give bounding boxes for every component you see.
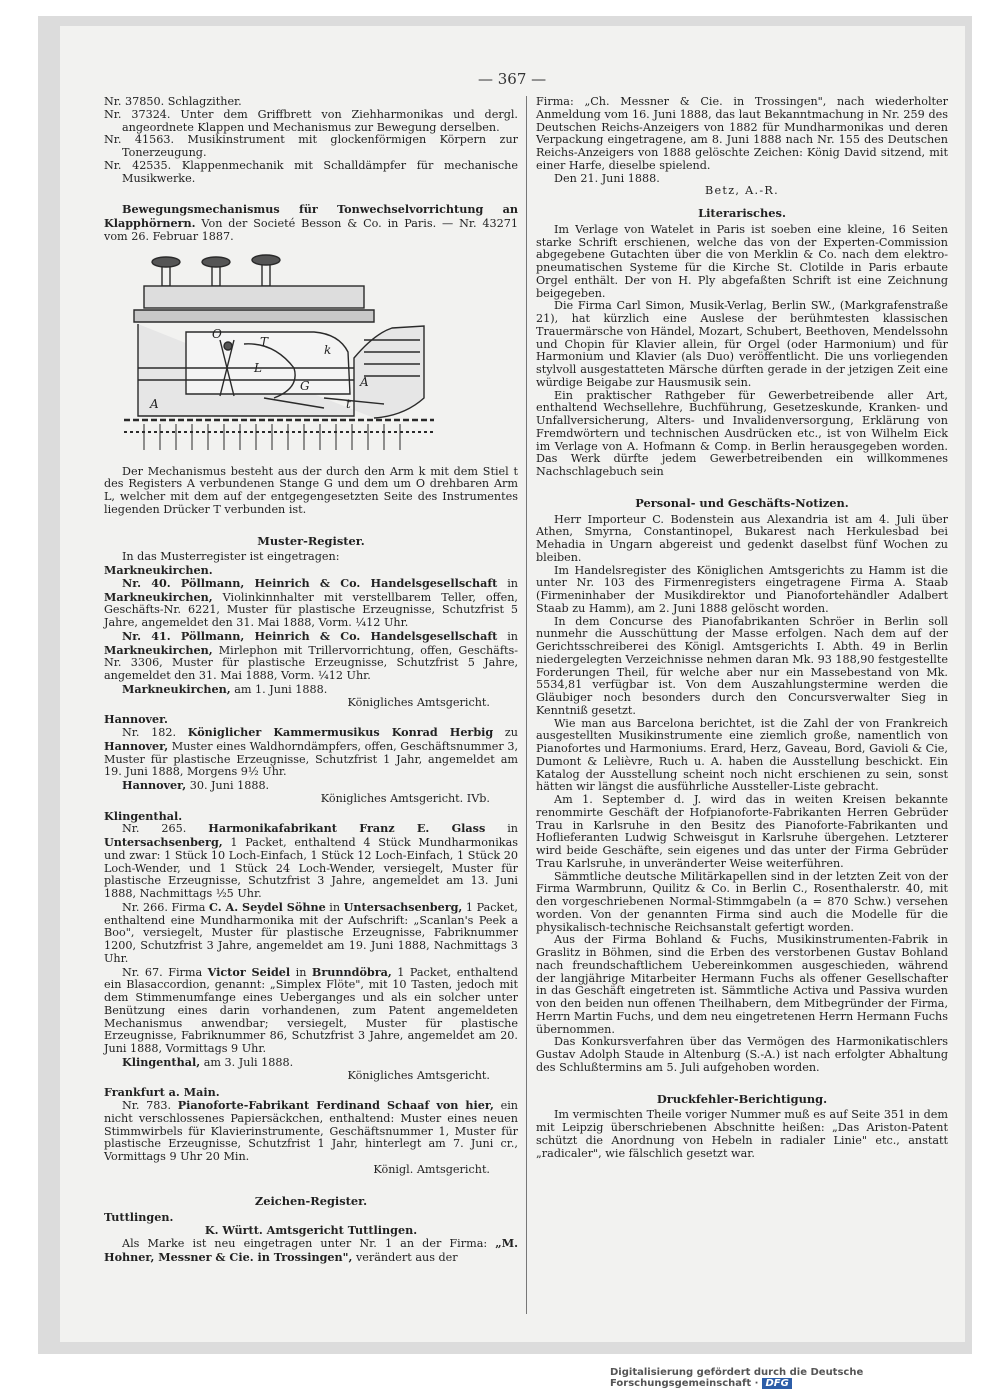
place-heading: Markneukirchen. bbox=[104, 563, 213, 577]
entry-text: 1 Packet, enthaltend ein Blasaccordion, genannt: „Simplex Flöte", mit 10 Tasten, jedoch mit dem Stimmenumfange eines Ueberganges und als ein solcher unter Benützung eines darin vorhandenen, zum Patent angemeldeten Mechanismus anwendbar; versiegelt, Muster für plastische Erzeugnisse, Fabriknummer 86, Schutzfrist 3 Jahre, angemeldet am 20. Juni 1888, Vormittags 9 Uhr. bbox=[104, 965, 518, 1055]
entry-firm: Harmonikafabrikant Franz E. Glass bbox=[208, 821, 486, 836]
entry-place: Brunndöbra, bbox=[311, 964, 392, 979]
label-t: T bbox=[260, 334, 269, 349]
entry-number: Nr. 182. bbox=[122, 726, 188, 739]
trademark-date: Den 21. Juni 1888. bbox=[554, 171, 660, 185]
druckfehler-heading: Druckfehler-Berichtigung. bbox=[656, 1091, 828, 1106]
register-entry bbox=[104, 726, 518, 779]
register-entry bbox=[104, 630, 518, 683]
court-signature: Königl. Amtsgericht. bbox=[373, 1162, 490, 1176]
entry-place: Untersachsenberg, bbox=[343, 899, 463, 914]
entry-firm: Pianoforte-Fabrikant Ferdinand Schaaf von hier, bbox=[177, 1098, 494, 1112]
entry-number: Nr. 67. Firma bbox=[122, 965, 208, 979]
mechanism-figure bbox=[124, 248, 518, 462]
date-place: Klingenthal, bbox=[122, 1054, 201, 1069]
entry-firm: Nr. 40. Pöllmann, Heinrich & Co. Handelsgesellschaft bbox=[122, 575, 498, 590]
article-paragraph: Herr Importeur C. Bodenstein aus Alexandria ist am 4. Juli über Athen, Smyrna, Constantinopel, Bukarest nach Herkulesbad bei Mehadia in Ungarn abgereist und gedenkt daselbst fünf Wochen zu bleiben. bbox=[536, 512, 948, 564]
patent-item: Nr. 37324. Unter dem Griffbrett von Ziehharmonikas und dergl. angeordnete Klappen und Mechanismus zur Bewegung derselben. bbox=[104, 107, 518, 134]
place-heading: Tuttlingen. bbox=[104, 1210, 174, 1225]
register-entry bbox=[104, 577, 518, 630]
register-date bbox=[104, 779, 518, 793]
label-a: A bbox=[360, 374, 369, 389]
entry-text: in bbox=[485, 822, 518, 836]
patent-item: Nr. 42535. Klappenmechanik mit Schalldämpfer für mechanische Musikwerke. bbox=[104, 158, 518, 185]
register-entry bbox=[104, 966, 518, 1056]
entry-firm: „M. Hohner, Messner & Cie. in Trossingen", bbox=[104, 1235, 518, 1264]
article-paragraph: Im Handelsregister des Königlichen Amtsgerichts zu Hamm ist die unter Nr. 103 des Firmenregisters eingetragene Firma A. Staab (Firmeninhaber der Musikdirektor und Pianofortehändler Adalbert Staab zu Hamm), am 2. Juni 1888 gelöscht worden. bbox=[536, 563, 948, 615]
register-entry bbox=[104, 1099, 518, 1164]
register-entry bbox=[104, 901, 518, 966]
mechanism-source: Von der Societé Besson & Co. in Paris. — Nr. 43271 vom 26. Februar 1887. bbox=[104, 217, 518, 243]
article-paragraph: Im Verlage von Watelet in Paris ist soeben eine kleine, 16 Seiten starke Schrift erschienen, welche das von der Experten-Commission abgegebene Gutachten über die von Merklin & Co. nach dem elektro-pneumatischen Systeme für die Kirche St. Clotilde in Paris erbaute Orgel enthält. Der von H. Ply abgefaßten Schrift ist eine Zeichnung beigegeben. bbox=[536, 222, 948, 300]
entry-place: Hannover, bbox=[104, 738, 169, 753]
entry-text: in bbox=[497, 576, 518, 590]
entry-text: in bbox=[325, 900, 344, 914]
entry-place: Markneukirchen, bbox=[104, 589, 213, 604]
entry-text: 1 Packet, enthaltend eine Mundharmonika mit der Aufschrift: „Scanlan's Peek a Boo", versiegelt, Muster für plastische Erzeugnisse, Fabriknummer 1200, Schutzfrist 3 Jahre, angemeldet am 19. Juni 1888, Nachmittags 3 Uhr. bbox=[104, 900, 518, 965]
entry-text: Mirlephon mit Trillervorrichtung, offen, Geschäfts-Nr. 3306, Muster für plastische Erzeugnisse, Schutzfrist 5 Jahre, angemeldet den 31. Mai 1888, Vorm. ¼12 Uhr. bbox=[104, 643, 518, 682]
patent-item: Nr. 41563. Musikinstrument mit glockenförmigen Körpern zur Tonerzeugung. bbox=[104, 133, 518, 159]
valve-cap bbox=[152, 257, 180, 267]
entry-text: in bbox=[497, 629, 518, 643]
zeichen-register-heading: Zeichen-Register. bbox=[254, 1193, 368, 1208]
page-number: — 367 — bbox=[478, 70, 547, 88]
label-t-small: t bbox=[346, 396, 351, 411]
court-signature: Königliches Amtsgericht. bbox=[347, 695, 490, 709]
entry-place: Markneukirchen, bbox=[104, 642, 213, 657]
date-place: Markneukirchen, bbox=[122, 681, 231, 696]
mechanism-entry bbox=[104, 203, 518, 243]
trademark-entry bbox=[104, 1237, 518, 1265]
place-heading: Klingenthal. bbox=[104, 808, 183, 823]
entry-place: Untersachsenberg, bbox=[104, 835, 223, 849]
muster-intro: In das Musterregister ist eingetragen: bbox=[122, 550, 340, 564]
entry-text: in bbox=[290, 965, 312, 979]
court-signature: Königliches Amtsgericht. IVb. bbox=[320, 791, 490, 805]
entry-number: Nr. 265. bbox=[122, 822, 209, 836]
entry-firm: Nr. 41. Pöllmann, Heinrich & Co. Handelsgesellschaft bbox=[122, 628, 498, 643]
trademark-signature: Betz, A.-R. bbox=[704, 184, 780, 198]
label-a-left: A bbox=[150, 396, 159, 411]
date-text: am 1. Juni 1888. bbox=[230, 682, 328, 696]
label-l: L bbox=[254, 360, 262, 375]
column-divider bbox=[526, 96, 527, 1314]
literarisches-heading: Literarisches. bbox=[698, 206, 786, 220]
label-k: k bbox=[324, 342, 332, 357]
article-paragraph: Wie man aus Barcelona berichtet, ist die Zahl der von Frankreich ausgestellten Musikinstrumente eine ziemlich große, namentlich von Pianofortes und Harmoniums. Erard, Herz, Gaveau, Bord, Gavioli & Cie, Dumont & Lelièvre, Ruch u. A. haben die Ausstellung beschickt. Ein Katalog der Ausstellung scheint noch nicht erschienen zu sein, sonst hätten wir längst die ausführliche Aussteller-Liste gebracht. bbox=[536, 716, 948, 794]
credit-text: Digitalisierung gefördert durch die Deutsche Forschungsgemeinschaft · bbox=[610, 1367, 864, 1389]
mechanism-illustration bbox=[124, 248, 454, 462]
trademark-continuation: Firma: „Ch. Messner & Cie. in Trossingen", nach wiederholter Anmeldung vom 16. Juni 1888, das laut Bekanntmachung in Nr. 259 des Deutschen Reichs-Anzeigers von 1882 für Mundharmonikas und deren Verpackung eingetragene, am 8. Juni 1888 nach Nr. 155 des Deutschen Reichs-Anzeigers von 1888 gelöschte Zeichen: König David sitzend, mit einer Harfe, dieselbe spielend. bbox=[536, 95, 948, 172]
article-paragraph: Im vermischten Theile voriger Nummer muß es auf Seite 351 in dem mit Leipzig überschriebenen Abschnitte heißen: „Das Ariston-Patent schützt die Anordnung von Hebeln in radialer Linie" etc., anstatt „radicaler", wie fälschlich gesetzt war. bbox=[536, 1108, 948, 1160]
article-paragraph: Die Firma Carl Simon, Musik-Verlag, Berlin SW., (Markgrafenstraße 21), hat kürzlich eine Auslese der berühmtesten klassischen Trauermärsche von Händel, Mozart, Schubert, Beethoven, Mendelssohn und Chopin für Klavier allein, für Orgel (oder Harmonium) und für Harmonium und Klavier (als Duo) veröffentlicht. Die uns vorliegenden stylvoll ausgestatteten Märsche dürften gerade in der jetzigen Zeit eine würdige Beigabe zur Hausmusik sein. bbox=[536, 299, 948, 389]
entry-text: Muster eines Waldhorndämpfers, offen, Geschäftsnummer 3, Muster für plastische Erzeugnisse, Schutzfrist 1 Jahr, angemeldet am 19. Juni 1888, Morgens 9½ Uhr. bbox=[104, 739, 518, 779]
article-paragraph: Sämmtliche deutsche Militärkapellen sind in der letzten Zeit von der Firma Warmbrunn, Quilitz & Co. in Berlin C., Rosenthalerstr. 40, mit den vorgeschriebenen Normal-Stimmgabeln (a = 870 Schw.) versehen worden. Von der genannten Firma sind auch die Modelle für die physikalisch-technische Reichsanstalt gefertigt worden. bbox=[536, 869, 948, 934]
entry-text: Als Marke ist neu eingetragen unter Nr. 1 an der Firma: bbox=[122, 1236, 496, 1250]
muster-register-heading: Muster-Register. bbox=[257, 533, 365, 548]
entry-text: zu bbox=[493, 726, 519, 739]
date-text: 30. Juni 1888. bbox=[186, 779, 270, 792]
entry-number: Nr. 783. bbox=[122, 1099, 178, 1112]
entry-text: Violinkinnhalter mit verstellbarem Teller, offen, Geschäfts-Nr. 6221, Muster für plastische Erzeugnisse, Schutzfrist 5 Jahre, angemeldet den 31. Mai 1888, Vorm. ¼12 Uhr. bbox=[104, 590, 518, 629]
label-o: O bbox=[212, 326, 222, 341]
court-signature: Königliches Amtsgericht. bbox=[347, 1068, 490, 1082]
entry-firm: C. A. Seydel Söhne bbox=[209, 899, 326, 914]
left-column bbox=[104, 96, 518, 1264]
register-entry bbox=[104, 822, 518, 901]
place-heading: Frankfurt a. Main. bbox=[104, 1085, 220, 1100]
place-heading: Hannover. bbox=[104, 712, 168, 727]
entry-number: Nr. 266. Firma bbox=[122, 900, 210, 914]
entry-firm: Victor Seidel bbox=[207, 964, 291, 979]
date-place: Hannover, bbox=[122, 778, 187, 792]
digitization-credit bbox=[610, 1367, 1000, 1389]
article-paragraph: Aus der Firma Bohland & Fuchs, Musikinstrumenten-Fabrik in Graslitz in Böhmen, sind die Erben des verstorbenen Gustav Bohland nach freundschaftlichem Uebereinkommen ausgeschieden, während der langjährige Mitarbeiter Hermann Fuchs als offener Gesellschafter in das Geschäft eingetreten ist. Sämmtliche Activa und Passiva wurden von den beiden nun offenen Theilhabern, dem Mitbegründer der Firma, Herrn Martin Fuchs, und dem neu eingetretenen Herrn Hermann Fuchs übernommen. bbox=[536, 933, 948, 1036]
register-date bbox=[104, 1056, 518, 1070]
register-date bbox=[104, 683, 518, 697]
personal-notizen-heading: Personal- und Geschäfts-Notizen. bbox=[635, 495, 849, 510]
entry-text: 1 Packet, enthaltend 4 Stück Mundharmonikas und zwar: 1 Stück 10 Loch-Einfach, 1 Stück 12 Loch-Einfach, 1 Stück 20 Loch-Wender, und 1 Stück 24 Loch-Wender, versiegelt, Muster für plastische Erzeugnisse, Schutzfrist 3 Jahre, angemeldet am 13. Juni 1888, Nachmittags ½5 Uhr. bbox=[104, 836, 518, 900]
patent-item: Nr. 37850. Schlagzither. bbox=[104, 95, 242, 108]
right-column bbox=[536, 96, 948, 1160]
mechanism-description: Der Mechanismus besteht aus der durch den Arm k mit dem Stiel t des Registers A verbundenen Stange G und dem um O drehbaren Arm L, welcher mit dem auf der entgegengesetzten Seite des Instrumentes liegenden Drücker T verbunden ist. bbox=[104, 464, 518, 516]
date-text: am 3. Juli 1888. bbox=[200, 1055, 294, 1069]
article-paragraph: Das Konkursverfahren über das Vermögen des Harmonikatischlers Gustav Adolph Staude in Altenburg (S.-A.) ist nach erfolgter Abhaltung des Schlußtermins am 5. Juli aufgehoben worden. bbox=[536, 1035, 948, 1074]
mechanism-title: Bewegungsmechanismus für Tonwechselvorrichtung an Klapphörnern. bbox=[104, 202, 518, 230]
court-name: K. Württ. Amtsgericht Tuttlingen. bbox=[204, 1223, 418, 1237]
article-paragraph: In dem Concurse des Pianofabrikanten Schröer in Berlin soll nunmehr die Ausschüttung der Masse erfolgen. Nach dem auf der Gerichtsschreiberei des Königl. Amtsgerichts I. Abth. 49 in Berlin niedergelegten Verzeichnisse nehmen daran Mk. 93 188,90 festgestellte Forderungen Theil, für welche aber nur ein Massebestand von Mk. 5534,81 verfügbar ist. Von dem Auszahlungstermine werden die Gläubiger noch besonders durch den Concursverwalter Sieg in Kenntniß gesetzt. bbox=[536, 614, 948, 717]
dfg-logo: DFG bbox=[762, 1378, 791, 1389]
article-paragraph: Am 1. September d. J. wird das in weiten Kreisen bekannte renommirte Geschäft der Hofpianoforte-Fabrikanten Herren Gebrüder Trau in Karlsruhe in den Besitz des Pianoforte-Fabrikanten und Hoflieferanten Ludwig Schweisgut in Karlsruhe übergehen. Letzterer wird beide Geschäfte, sein eigenes und das unter der Firma Gebrüder Trau Karlsruhe, in unveränderter Weise weiterführen. bbox=[536, 793, 948, 870]
article-paragraph: Ein praktischer Rathgeber für Gewerbetreibende aller Art, enthaltend Wechsellehre, Buchführung, Gesetzeskunde, Kranken- und Unfallversicherung, Alters- und Invalidenversorgung, Erklärung von Fremdwörtern und technischen Ausdrücken etc., ist von Wilhelm Eick im Verlage von A. Hofmann & Comp. in Berlin herausgegeben worden. Das Werk dürfte jedem Gewerbetreibenden ein willkommenes Nachschlagebuch sein bbox=[536, 388, 948, 478]
entry-firm: Königlicher Kammermusikus Konrad Herbig bbox=[187, 725, 494, 739]
label-g: G bbox=[300, 378, 310, 393]
entry-text: verändert aus der bbox=[352, 1250, 458, 1264]
entry-text: ein nicht verschlossenes Papiersäckchen, enthaltend: Muster eines neuen Stimmwirbels für Klavierinstrumente, Geschäftsnummer 1, Muster für plastische Erzeugnisse, Schutzfrist 1 Jahr, hinterlegt am 7. Juni cr., Vormittags 9 Uhr 20 Min. bbox=[104, 1099, 518, 1163]
